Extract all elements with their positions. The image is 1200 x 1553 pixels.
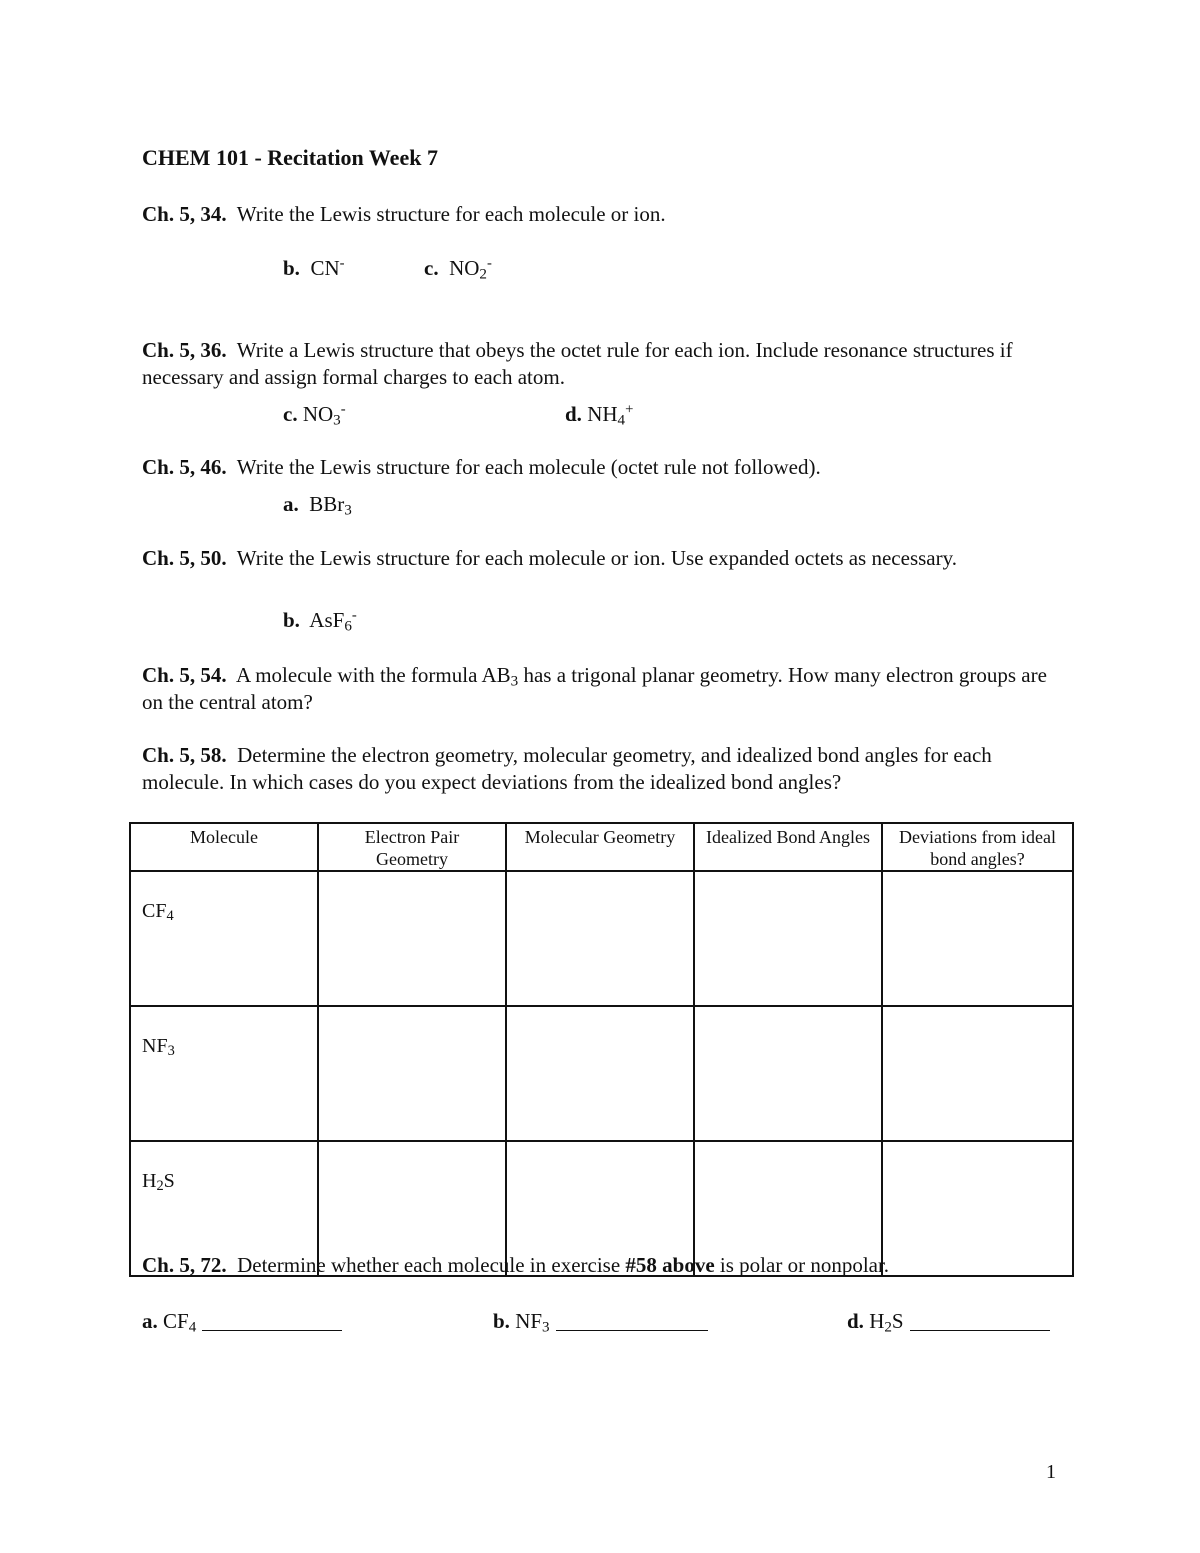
answer-blank[interactable] [202,1310,342,1331]
question-34 [142,201,1072,228]
header-idealized-bond-angles: Idealized Bond Angles [694,823,882,871]
question-50-part-b [283,607,357,634]
question-72-part-d [847,1308,1050,1335]
exercise-reference: #58 above [625,1253,715,1277]
question-72-text-cont: is polar or nonpolar. [714,1253,890,1277]
question-36-part-d [565,401,633,428]
question-72 [142,1252,1072,1279]
table-header-row [130,823,1073,871]
question-54-text-cont: has a trigonal planar geometry. How many electron groups are on the central atom? [142,663,1047,714]
part-b-label: b. [493,1309,510,1333]
question-72-label: Ch. 5, 72. [142,1253,227,1277]
charge: - [351,607,357,624]
question-34-part-c [424,255,492,282]
question-58-text: Determine the electron geometry, molecular geometry, and idealized bond angles for each molecule. In which cases do you expect deviations from the idealized bond angles? [142,743,992,794]
part-d-label: d. [565,402,582,426]
question-46-label: Ch. 5, 46. [142,455,227,479]
question-50-text: Write the Lewis structure for each molecule or ion. Use expanded octets as necessary. [236,546,957,570]
subscript: 3 [344,502,352,519]
species-formula: CF [142,900,167,922]
answer-cell[interactable] [694,1006,882,1141]
table-row [130,1006,1073,1141]
species-formula: NH [587,402,618,426]
charge: - [486,255,492,272]
answer-cell[interactable] [318,1006,506,1141]
question-36-part-c [283,401,346,428]
species-formula: NF [142,1035,168,1057]
answer-cell[interactable] [694,871,882,1006]
question-58-label: Ch. 5, 58. [142,743,227,767]
table-row [130,871,1073,1006]
question-34-part-b [283,255,345,282]
header-molecular-geometry: Molecular Geometry [506,823,694,871]
species-formula-tail: S [163,1170,175,1192]
subscript: 3 [542,1319,550,1336]
species-formula: CN [310,256,340,280]
question-36 [142,337,1072,391]
answer-cell[interactable] [318,871,506,1006]
molecule-cell [130,1006,318,1141]
part-c-label: c. [424,256,439,280]
part-a-label: a. [283,492,299,516]
subscript: 2 [156,1178,164,1195]
question-36-text: Write a Lewis structure that obeys the octet rule for each ion. Include resonance structures if necessary and assign formal charges to each atom. [142,338,1013,389]
answer-cell[interactable] [506,1006,694,1141]
species-formula: NO [302,402,334,426]
species-formula: H [142,1170,157,1192]
subscript: 4 [617,412,626,429]
header-electron-pair-geometry: Electron Pair Geometry [318,823,506,871]
question-36-label: Ch. 5, 36. [142,338,227,362]
header-molecule: Molecule [130,823,318,871]
question-58 [142,742,1072,796]
answer-cell[interactable] [882,1006,1073,1141]
part-b-label: b. [283,608,300,632]
question-72-part-b [493,1308,708,1335]
species-formula: NO [449,256,480,280]
answer-blank[interactable] [556,1310,708,1331]
subscript: 4 [166,908,174,925]
species-formula: AsF [309,608,345,632]
page-number: 1 [1046,1461,1056,1483]
subscript: 3 [510,673,519,690]
page-title: CHEM 101 - Recitation Week 7 [142,145,438,170]
subscript: 2 [479,266,487,283]
part-d-label: d. [847,1309,864,1333]
question-54-text: A molecule with the formula AB [235,663,511,687]
species-formula: H [869,1309,885,1333]
question-50-label: Ch. 5, 50. [142,546,227,570]
question-46 [142,454,1072,481]
answer-cell[interactable] [882,871,1073,1006]
part-b-label: b. [283,256,300,280]
charge: - [339,255,345,272]
subscript: 2 [884,1319,892,1336]
question-54 [142,662,1072,716]
charge: - [340,401,346,418]
geometry-table [129,822,1074,1277]
subscript: 3 [167,1043,175,1060]
question-50 [142,545,1072,572]
species-formula: CF [163,1309,189,1333]
question-72-part-a [142,1308,342,1335]
question-34-text: Write the Lewis structure for each molecule or ion. [236,202,666,226]
answer-cell[interactable] [506,871,694,1006]
question-46-text: Write the Lewis structure for each molecule (octet rule not followed). [236,455,821,479]
species-formula-tail: S [891,1309,904,1333]
charge: + [625,401,634,418]
question-72-text: Determine whether each molecule in exercise [237,1253,626,1277]
answer-blank[interactable] [910,1310,1050,1331]
question-34-label: Ch. 5, 34. [142,202,227,226]
subscript: 4 [188,1319,197,1336]
species-formula: BBr [309,492,345,516]
question-46-part-a [283,491,352,518]
part-c-label: c. [283,402,298,426]
species-formula: NF [515,1309,543,1333]
part-a-label: a. [142,1309,158,1333]
header-deviations: Deviations from ideal bond angles? [882,823,1073,871]
subscript: 6 [344,618,352,635]
subscript: 3 [333,412,341,429]
molecule-cell [130,871,318,1006]
question-54-label: Ch. 5, 54. [142,663,227,687]
